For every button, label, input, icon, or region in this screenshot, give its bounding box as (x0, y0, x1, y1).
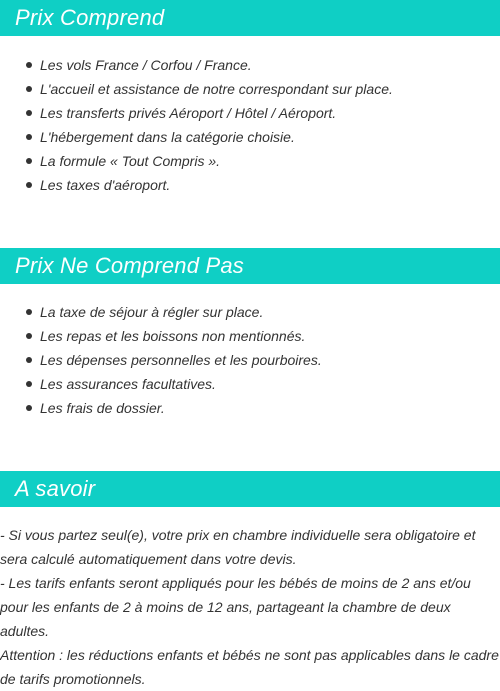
excluded-list (0, 300, 500, 420)
bullet-icon (26, 62, 32, 68)
list-item (0, 173, 500, 197)
list-item (0, 300, 500, 324)
section-title-excluded: Prix Ne Comprend Pas (15, 253, 244, 278)
list-item (0, 53, 500, 77)
list-item-text: Les assurances facultatives. (40, 376, 216, 392)
bullet-icon (26, 134, 32, 140)
bullet-icon (26, 182, 32, 188)
list-item (0, 396, 500, 420)
bullet-icon (26, 381, 32, 387)
info-text-block (0, 523, 500, 691)
list-item-text: La formule « Tout Compris ». (40, 153, 221, 169)
info-paragraph: - Si vous partez seul(e), votre prix en chambre individuelle sera obligatoire et sera calculé automatiquement dans votre devis. (0, 527, 476, 567)
list-item-text: La taxe de séjour à régler sur place. (40, 304, 264, 320)
included-list (0, 53, 500, 197)
list-item (0, 348, 500, 372)
section-title-info: A savoir (15, 476, 96, 501)
list-item (0, 101, 500, 125)
section-header-included (0, 0, 500, 36)
list-item-text: L'hébergement dans la catégorie choisie. (40, 129, 295, 145)
bullet-icon (26, 309, 32, 315)
info-paragraph: - Les tarifs enfants seront appliqués pour les bébés de moins de 2 ans et/ou pour les enfants de 2 à moins de 12 ans, partageant la chambre de deux adultes. (0, 575, 471, 639)
bullet-icon (26, 110, 32, 116)
section-header-info (0, 471, 500, 507)
list-item (0, 77, 500, 101)
bullet-icon (26, 357, 32, 363)
section-header-excluded (0, 248, 500, 284)
section-title-included: Prix Comprend (15, 5, 165, 30)
info-paragraph: Attention : les réductions enfants et bébés ne sont pas applicables dans le cadre de tarifs promotionnels. (0, 647, 499, 687)
bullet-icon (26, 158, 32, 164)
list-item-text: Les repas et les boissons non mentionnés. (40, 328, 306, 344)
bullet-icon (26, 333, 32, 339)
bullet-icon (26, 86, 32, 92)
list-item (0, 372, 500, 396)
list-item-text: Les taxes d'aéroport. (40, 177, 171, 193)
list-item-text: Les vols France / Corfou / France. (40, 57, 252, 73)
bullet-icon (26, 405, 32, 411)
list-item (0, 324, 500, 348)
list-item-text: L'accueil et assistance de notre correspondant sur place. (40, 81, 393, 97)
list-item (0, 125, 500, 149)
list-item-text: Les transferts privés Aéroport / Hôtel / Aéroport. (40, 105, 337, 121)
list-item-text: Les dépenses personnelles et les pourboires. (40, 352, 322, 368)
list-item (0, 149, 500, 173)
list-item-text: Les frais de dossier. (40, 400, 165, 416)
